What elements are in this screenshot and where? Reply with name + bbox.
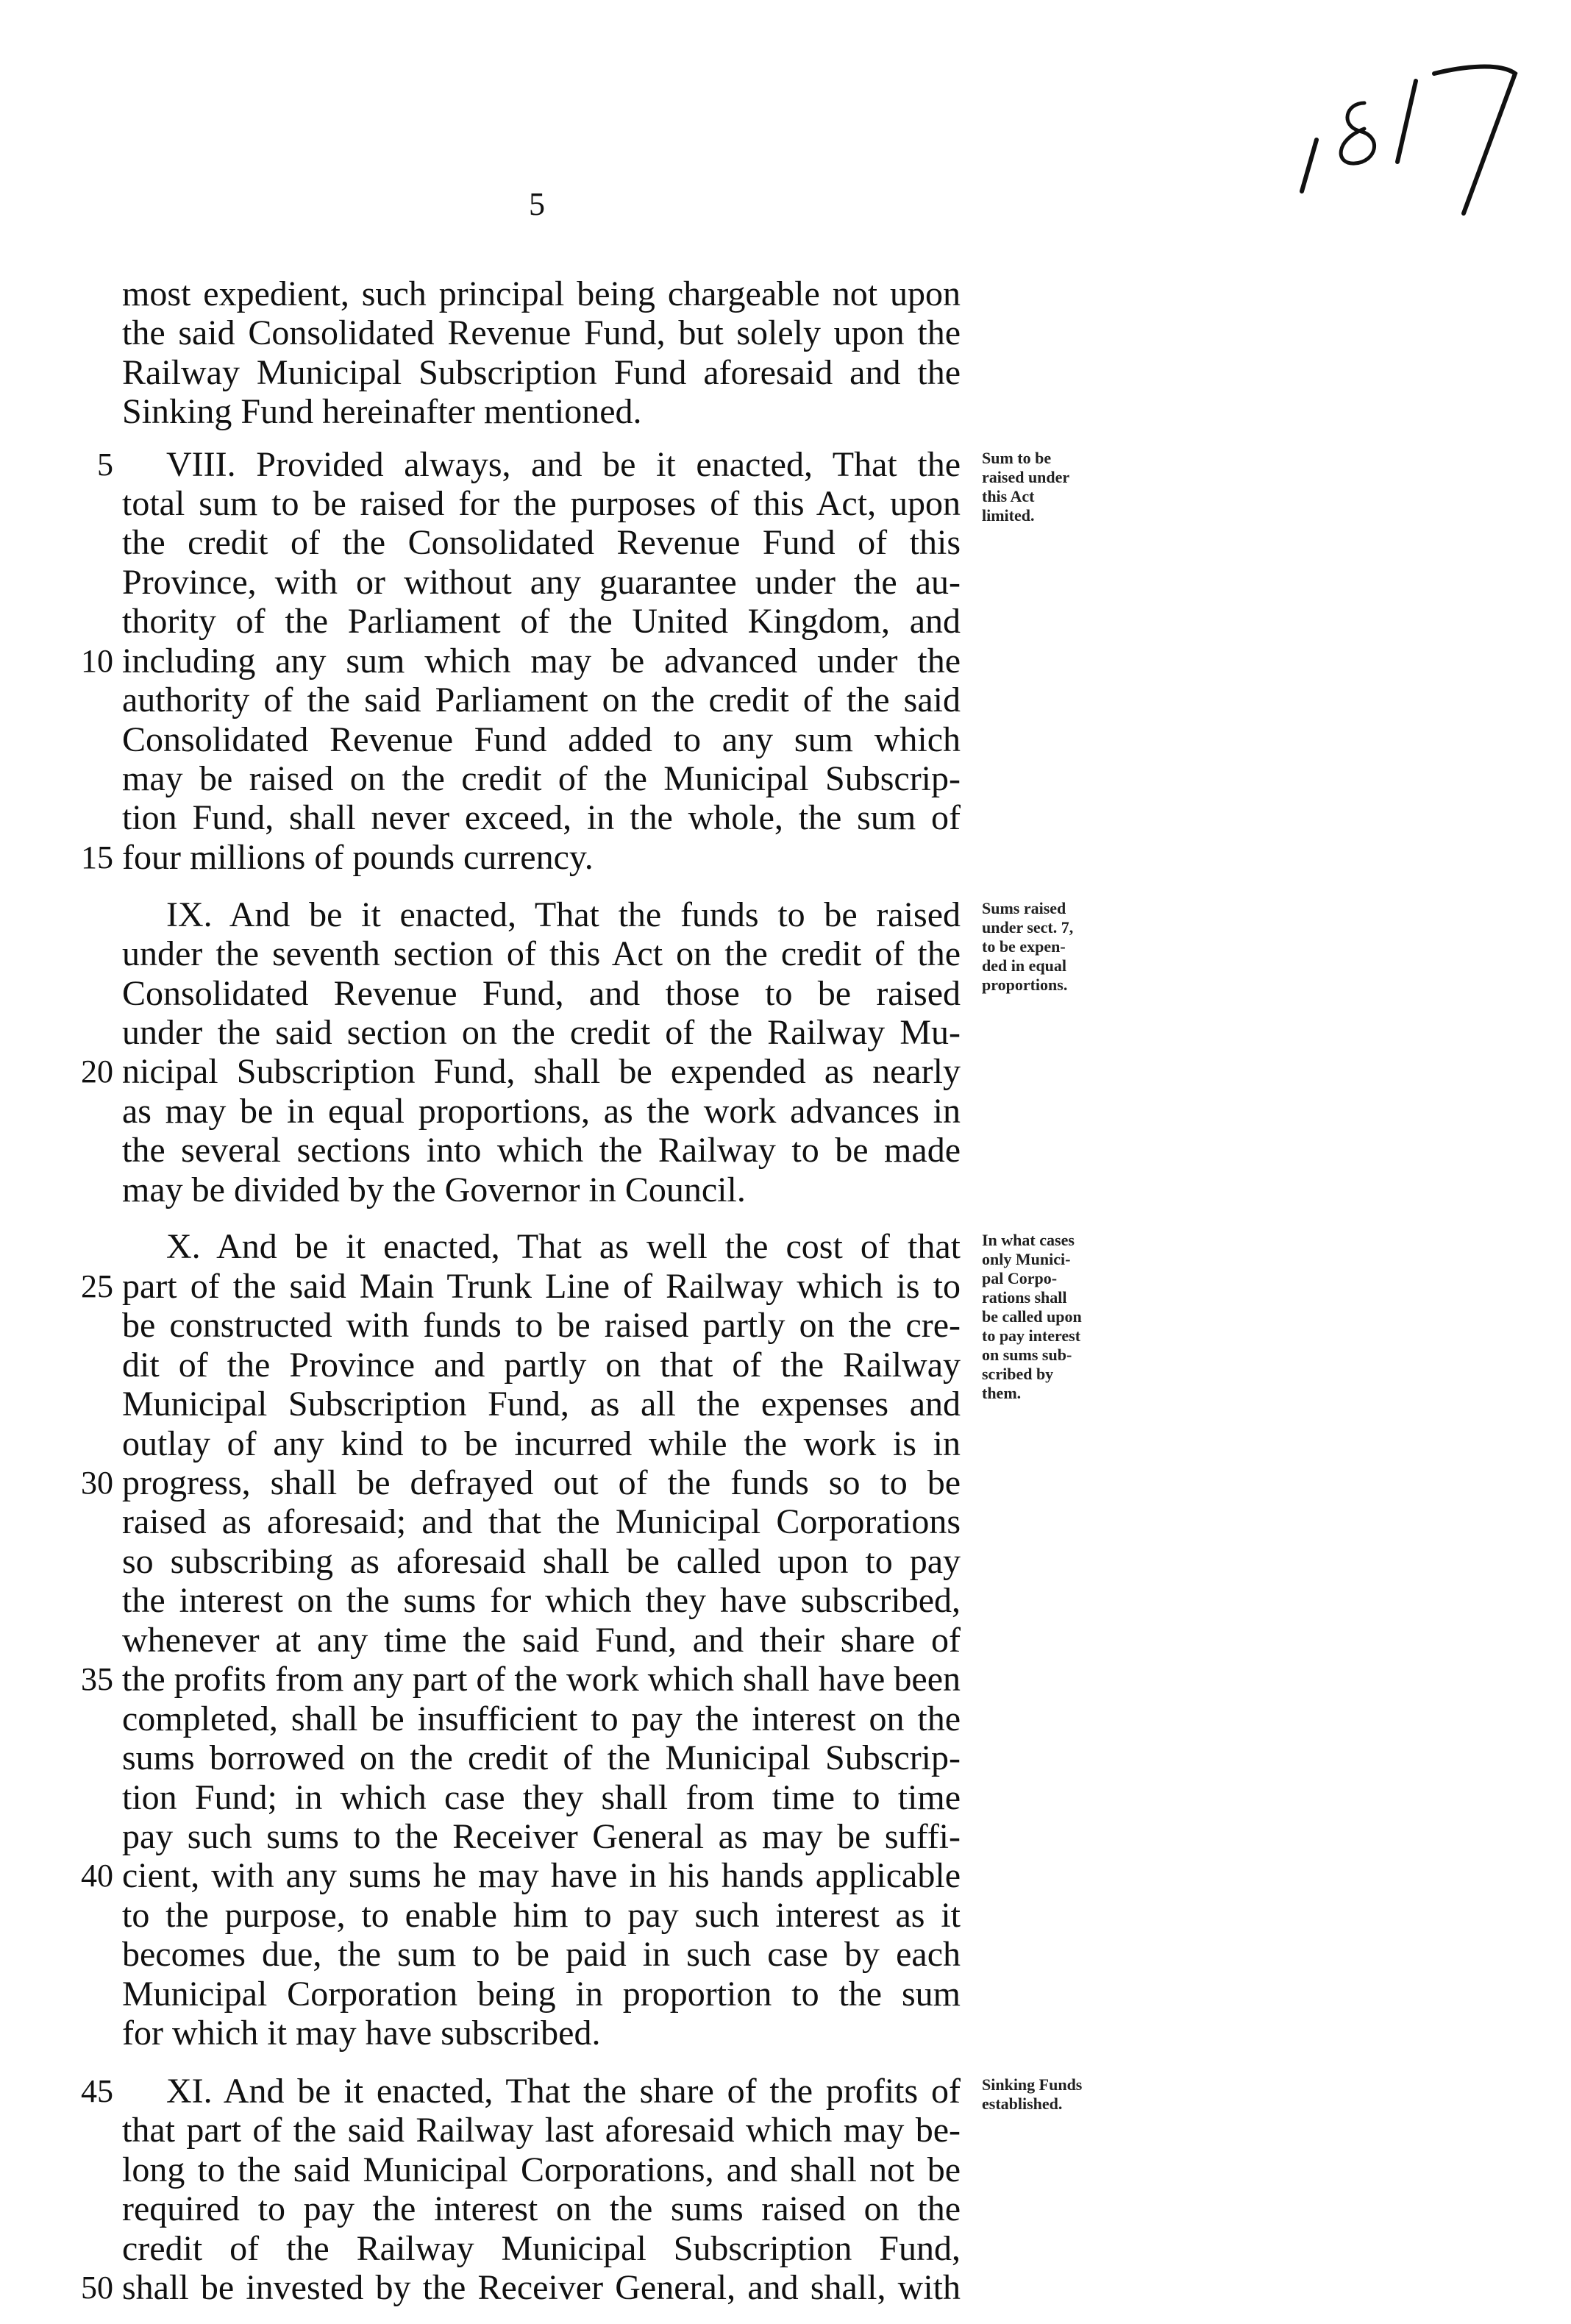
- text-line: most expedient, such principal being chargeable not upon: [122, 274, 961, 313]
- text-line: dit of the Province and partly on that of the Railway: [122, 1346, 961, 1385]
- text-line: progress, shall be defrayed out of the funds so to be: [122, 1463, 961, 1502]
- text-line: required to pay the interest on the sums raised on the: [122, 2189, 961, 2228]
- text-line: Municipal Subscription Fund, as all the expenses and: [122, 1385, 961, 1424]
- text-line: becomes due, the sum to be paid in such case by each: [122, 1935, 961, 1974]
- text-line: the profits from any part of the work which shall have been: [122, 1660, 961, 1699]
- text-line: the several sections into which the Railway to be made: [122, 1131, 961, 1170]
- margin-note: In what cases only Munici- pal Corpo- rations shall be called upon to pay interest on sums sub- scribed by them.: [982, 1231, 1082, 1402]
- text-line: X. And be it enacted, That as well the cost of that: [166, 1227, 961, 1266]
- text-line: VIII. Provided always, and be it enacted, That the: [166, 445, 961, 484]
- text-line: XI. And be it enacted, That the share of the profits of: [166, 2072, 961, 2111]
- line-number: 10: [81, 643, 113, 679]
- text-line: completed, shall be insufficient to pay the interest on the: [122, 1699, 961, 1738]
- text-line: raised as aforesaid; and that the Municipal Corporations: [122, 1502, 961, 1541]
- text-line: so subscribing as aforesaid shall be called upon to pay: [122, 1542, 961, 1581]
- line-number: 20: [81, 1053, 113, 1090]
- text-line: authority of the said Parliament on the credit of the said: [122, 681, 961, 719]
- text-line: Consolidated Revenue Fund, and those to be raised: [122, 974, 961, 1013]
- line-number: 40: [81, 1858, 113, 1894]
- page-number: 5: [529, 186, 545, 222]
- text-line: to the purpose, to enable him to pay such interest as it: [122, 1896, 961, 1935]
- line-number: 45: [81, 2073, 113, 2109]
- text-line: Province, with or without any guarantee under the au-: [122, 563, 961, 602]
- text-line: nicipal Subscription Fund, shall be expended as nearly: [122, 1052, 961, 1091]
- text-line: may be divided by the Governor in Council.: [122, 1170, 746, 1209]
- text-line: whenever at any time the said Fund, and their share of: [122, 1621, 961, 1660]
- text-line: thority of the Parliament of the United Kingdom, and: [122, 602, 961, 641]
- text-line: including any sum which may be advanced under the: [122, 642, 961, 681]
- text-line: be constructed with funds to be raised partly on the cre-: [122, 1306, 961, 1345]
- text-line: that part of the said Railway last aforesaid which may be-: [122, 2111, 961, 2150]
- text-line: the credit of the Consolidated Revenue Fund of this: [122, 523, 961, 562]
- margin-note: Sinking Funds established.: [982, 2075, 1083, 2113]
- text-line: as may be in equal proportions, as the work advances in: [122, 1092, 961, 1131]
- text-line: tion Fund; in which case they shall from time to time: [122, 1778, 961, 1817]
- text-line: credit of the Railway Municipal Subscription Fund,: [122, 2229, 961, 2268]
- text-line: outlay of any kind to be incurred while the work is in: [122, 1424, 961, 1463]
- text-line: may be raised on the credit of the Municipal Subscrip-: [122, 759, 961, 798]
- text-line: pay such sums to the Receiver General as may be suffi-: [122, 1817, 961, 1856]
- text-line: tion Fund, shall never exceed, in the whole, the sum of: [122, 798, 961, 837]
- text-line: four millions of pounds currency.: [122, 838, 594, 877]
- text-line: the interest on the sums for which they have subscribed,: [122, 1581, 961, 1620]
- line-number: 50: [81, 2270, 113, 2306]
- text-line: the said Consolidated Revenue Fund, but solely upon the: [122, 313, 961, 352]
- line-number: 15: [81, 839, 113, 875]
- margin-note: Sum to be raised under this Act limited.: [982, 449, 1070, 525]
- text-line: sums borrowed on the credit of the Municipal Subscrip-: [122, 1738, 961, 1777]
- text-line: total sum to be raised for the purposes of this Act, upon: [122, 484, 961, 523]
- text-line: Sinking Fund hereinafter mentioned.: [122, 392, 642, 431]
- handwritten-1817-signature: [1294, 51, 1537, 221]
- text-line: long to the said Municipal Corporations, and shall not be: [122, 2150, 961, 2189]
- text-line: for which it may have subscribed.: [122, 2014, 601, 2053]
- text-line: Consolidated Revenue Fund added to any sum which: [122, 720, 961, 759]
- line-number: 5: [97, 447, 113, 483]
- text-line: Municipal Corporation being in proportion to the sum: [122, 1975, 961, 2014]
- line-number: 25: [81, 1268, 113, 1304]
- margin-note: Sums raised under sect. 7, to be expen- ded in equal proportions.: [982, 899, 1074, 994]
- line-number: 30: [81, 1465, 113, 1501]
- text-line: Railway Municipal Subscription Fund aforesaid and the: [122, 353, 961, 392]
- line-number: 35: [81, 1661, 113, 1697]
- text-line: under the said section on the credit of the Railway Mu-: [122, 1013, 961, 1052]
- text-line: cient, with any sums he may have in his hands applicable: [122, 1856, 961, 1895]
- text-line: shall be invested by the Receiver General, and shall, with: [122, 2268, 961, 2307]
- handwritten-page-mark: [1294, 51, 1537, 221]
- text-line: part of the said Main Trunk Line of Railway which is to: [122, 1267, 961, 1306]
- text-line: under the seventh section of this Act on the credit of the: [122, 934, 961, 973]
- text-line: IX. And be it enacted, That the funds to be raised: [166, 895, 961, 934]
